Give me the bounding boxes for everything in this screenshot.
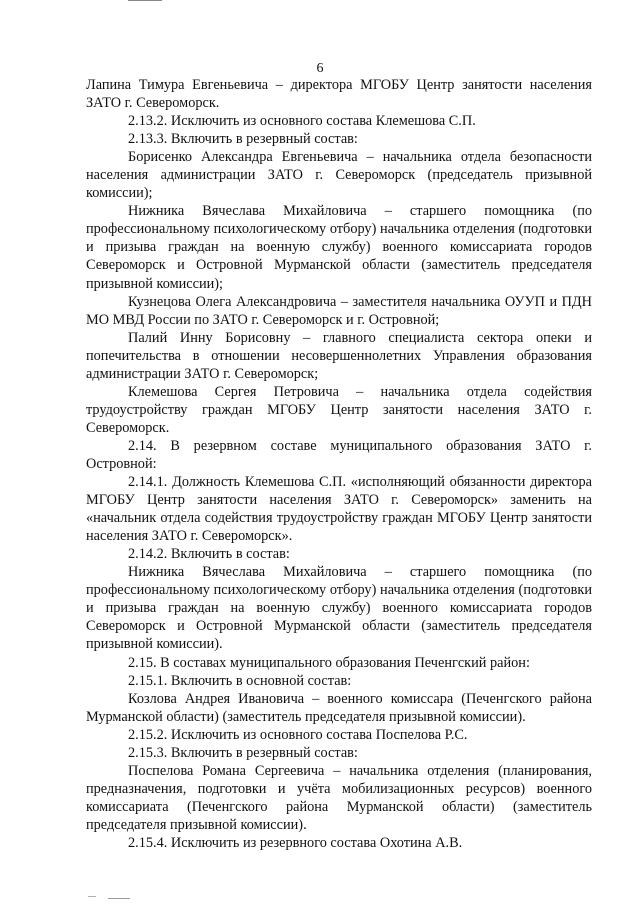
paragraph: Поспелова Романа Сергеевича – начальника отделения (планирования, предназначения, подготовки и учёта мобилизационных ресурсов) военного комиссариата (Печенгского района Мурманской области) (заместитель председателя призывной комиссии). xyxy=(86,762,592,833)
paragraph: Козлова Андрея Ивановича – военного комиссара (Печенгского района Мурманской области) (заместитель председателя призывной комиссии). xyxy=(86,690,592,725)
bottom-edge-mark xyxy=(108,898,130,899)
paragraph: 2.14. В резервном составе муниципального образования ЗАТО г. Островной: xyxy=(86,437,592,472)
paragraph: Нижника Вячеслава Михайловича – старшего помощника (по профессиональному психологическому отбору) начальника отделения (подготовки и призыва граждан на военную службу) военного комиссариата городов Североморск и Островной Мурманской области (заместитель председателя призывной комиссии). xyxy=(86,564,592,653)
bottom-edge-mark xyxy=(88,896,96,897)
paragraph: 2.15. В составах муниципального образования Печенгский район: xyxy=(128,654,530,671)
paragraph: Кузнецова Олега Александровича – заместителя начальника ОУУП и ПДН МО МВД России по ЗАТО г. Североморск и г. Островной; xyxy=(86,293,592,328)
paragraph: Лапина Тимура Евгеньевича – директора МГОБУ Центр занятости населения ЗАТО г. Североморск. xyxy=(86,77,592,112)
paragraph: Борисенко Александра Евгеньевича – начальника отдела безопасности населения администрации ЗАТО г. Североморск (председатель призывной комиссии); xyxy=(86,149,592,202)
paragraph: 2.15.2. Исключить из основного состава Поспелова Р.С. xyxy=(128,726,468,743)
paragraph: 2.13.3. Включить в резервный состав: xyxy=(128,131,358,148)
paragraph: 2.13.2. Исключить из основного состава Клемешова С.П. xyxy=(128,113,476,130)
paragraph: 2.15.1. Включить в основной состав: xyxy=(128,672,352,689)
paragraph: Клемешова Сергея Петровича – начальника отдела содействия трудоустройству граждан МГОБУ Центр занятости населения ЗАТО г. Североморск. xyxy=(86,383,592,436)
document-body xyxy=(86,76,592,852)
paragraph: 2.14.2. Включить в состав: xyxy=(128,546,290,563)
paragraph: 2.14.1. Должность Клемешова С.П. «исполняющий обязанности директора МГОБУ Центр занятости населения ЗАТО г. Североморск» заменить на «начальник отдела содействия трудоустройству граждан МГОБУ Центр занятости населения ЗАТО г. Североморск». xyxy=(86,474,592,545)
paragraph: 2.15.4. Исключить из резервного состава Охотина А.В. xyxy=(128,834,463,851)
paragraph: 2.15.3. Включить в резервный состав: xyxy=(128,744,358,761)
top-edge-mark xyxy=(128,0,162,1)
page-number: 6 xyxy=(316,61,324,76)
paragraph: Нижника Вячеслава Михайловича – старшего помощника (по профессиональному психологическому отбору) начальника отделения (подготовки и призыва граждан на военную службу) военного комиссариата городов Североморск и Островной Мурманской области (заместитель председателя призывной комиссии); xyxy=(86,203,592,292)
paragraph: Палий Инну Борисовну – главного специалиста сектора опеки и попечительства в отношении несовершеннолетних Управления образования администрации ЗАТО г. Североморск; xyxy=(86,329,592,382)
